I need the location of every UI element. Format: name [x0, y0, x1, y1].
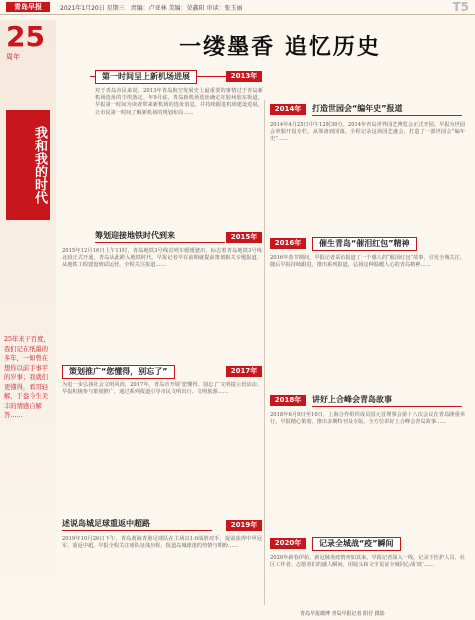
- year-tag-2016: 2016年: [270, 238, 306, 249]
- year-tag-2017: 2017年: [226, 366, 262, 377]
- section-text-2017: 为进一步弘扬社会文明风尚，2017年，青岛市开展‘您懂得，别忘了’文明提示语活动。早报积极参与策划推广，通过系列报道引导市民文明出行、文明旅游……: [62, 382, 262, 396]
- section-rule-2014: [312, 115, 462, 116]
- year-tag-2013: 2013年: [226, 71, 262, 82]
- section-heading-2015: 筹划迎接地铁时代到来: [95, 231, 175, 240]
- section-text-2016: 2016年春节期间，早报记者采访报道了一个感人的“催泪红包”故事，引发全城关注。随后早报持续跟进，推出系列报道，弘扬这种温暖人心的青岛精神……: [270, 255, 465, 269]
- section-heading-2017: 策划推广“您懂得，别忘了”: [62, 365, 175, 379]
- page-number: T5: [452, 0, 469, 14]
- section-text-2020: 2020年新春伊始，新冠肺炎疫情突如其来。早报记者深入一线，记录下医护人员、社区工作者、志愿者们的感人瞬间，用镜头和文字见证全城同心战‘疫’……: [270, 555, 465, 569]
- page-title: 一缕墨香 追忆历史: [179, 35, 381, 60]
- anniversary-badge: [6, 22, 56, 82]
- section-text-2013: 对于青岛市民来说，2013年青岛航空发展史上最重要的事情过于青岛新机场选址的尘埃落定。年9月底，青岛新机场选址确定在胶州胶东街道。早报第一时间为读者带来新机场的选址消息，并持续跟进机场建设进展，让市民第一时间了解新机场的规划布局……: [95, 88, 263, 116]
- section-text-2015: 2015年12月16日上午11时，青岛地铁3号线首列车缓缓驶出，标志着青岛地铁3号线北段正式开通，青岛从此跨入地铁时代。早报记者早在前期就提前策划相关专题报道，从地铁工程建设到试运营，全程关注报道……: [62, 248, 262, 269]
- newspaper-logo: 青岛早报: [6, 2, 50, 12]
- section-heading-2016: 催生青岛“催泪红包”精神: [312, 237, 417, 251]
- section-heading-2020: 记录全城战“疫”瞬间: [312, 537, 401, 551]
- issue-info: 2021年1月20日 星期三 责编：卢亚林 美编：荣鑫阳 审读：张玉丽: [60, 5, 243, 12]
- year-tag-2015: 2015年: [226, 232, 262, 243]
- section-text-2014: 2014年4月25日中午12时30分，2014年青岛世界园艺博览会正式开园。早报为世园会单独开设专栏，从筹备到闭幕，全程记录这场园艺盛会，打造了一部世园会“编年史”……: [270, 122, 465, 143]
- section-rule-2018: [312, 406, 462, 407]
- masthead-bar: [0, 0, 475, 15]
- sidebar-note: 25年来干百度，我们记在纸墨的多年，一如曾在想你以前手事平的岁事；我就们更懂得，看哥轻解，于盎今生美丰的情感自解答……: [4, 336, 50, 419]
- section-rule-2019: [62, 530, 212, 531]
- column-divider: [264, 100, 265, 605]
- year-tag-2014: 2014年: [270, 104, 306, 115]
- anniversary-sub: 周年: [6, 53, 20, 61]
- year-tag-2018: 2018年: [270, 395, 306, 406]
- section-text-2018: 2018年6月9日至10日，上海合作组织成员国元首理事会第十八次会议在青岛隆重举行。早报精心策划，推出多期特刊及专版，全方位讲好上合峰会青岛故事……: [270, 412, 465, 426]
- section-heading-2019: 述说岛城足球重返中超路: [62, 519, 150, 528]
- vertical-series-title: 我和我的时代: [6, 110, 50, 220]
- section-heading-2018: 讲好上合峰会青岛故事: [312, 395, 392, 404]
- anniversary-number: 25: [6, 20, 45, 53]
- footer-credit: 青岛早报微博 青岛早报记者 阳仔 摄影: [300, 611, 385, 617]
- year-tag-2020: 2020年: [270, 538, 306, 549]
- section-heading-2013: 第一时间呈上新机场进展: [95, 70, 197, 84]
- year-tag-2019: 2019年: [226, 520, 262, 531]
- section-rule-2015: [95, 242, 225, 243]
- section-heading-2014: 打造世园会“编年史”报道: [312, 104, 403, 113]
- section-text-2019: 2019年10月26日下午，青岛黄海青港足球队在主场以1:0战胜对手，提前获得中甲冠军，重返中超。早报全程关注球队征战历程，报道岛城球迷的热情与期盼……: [62, 536, 262, 550]
